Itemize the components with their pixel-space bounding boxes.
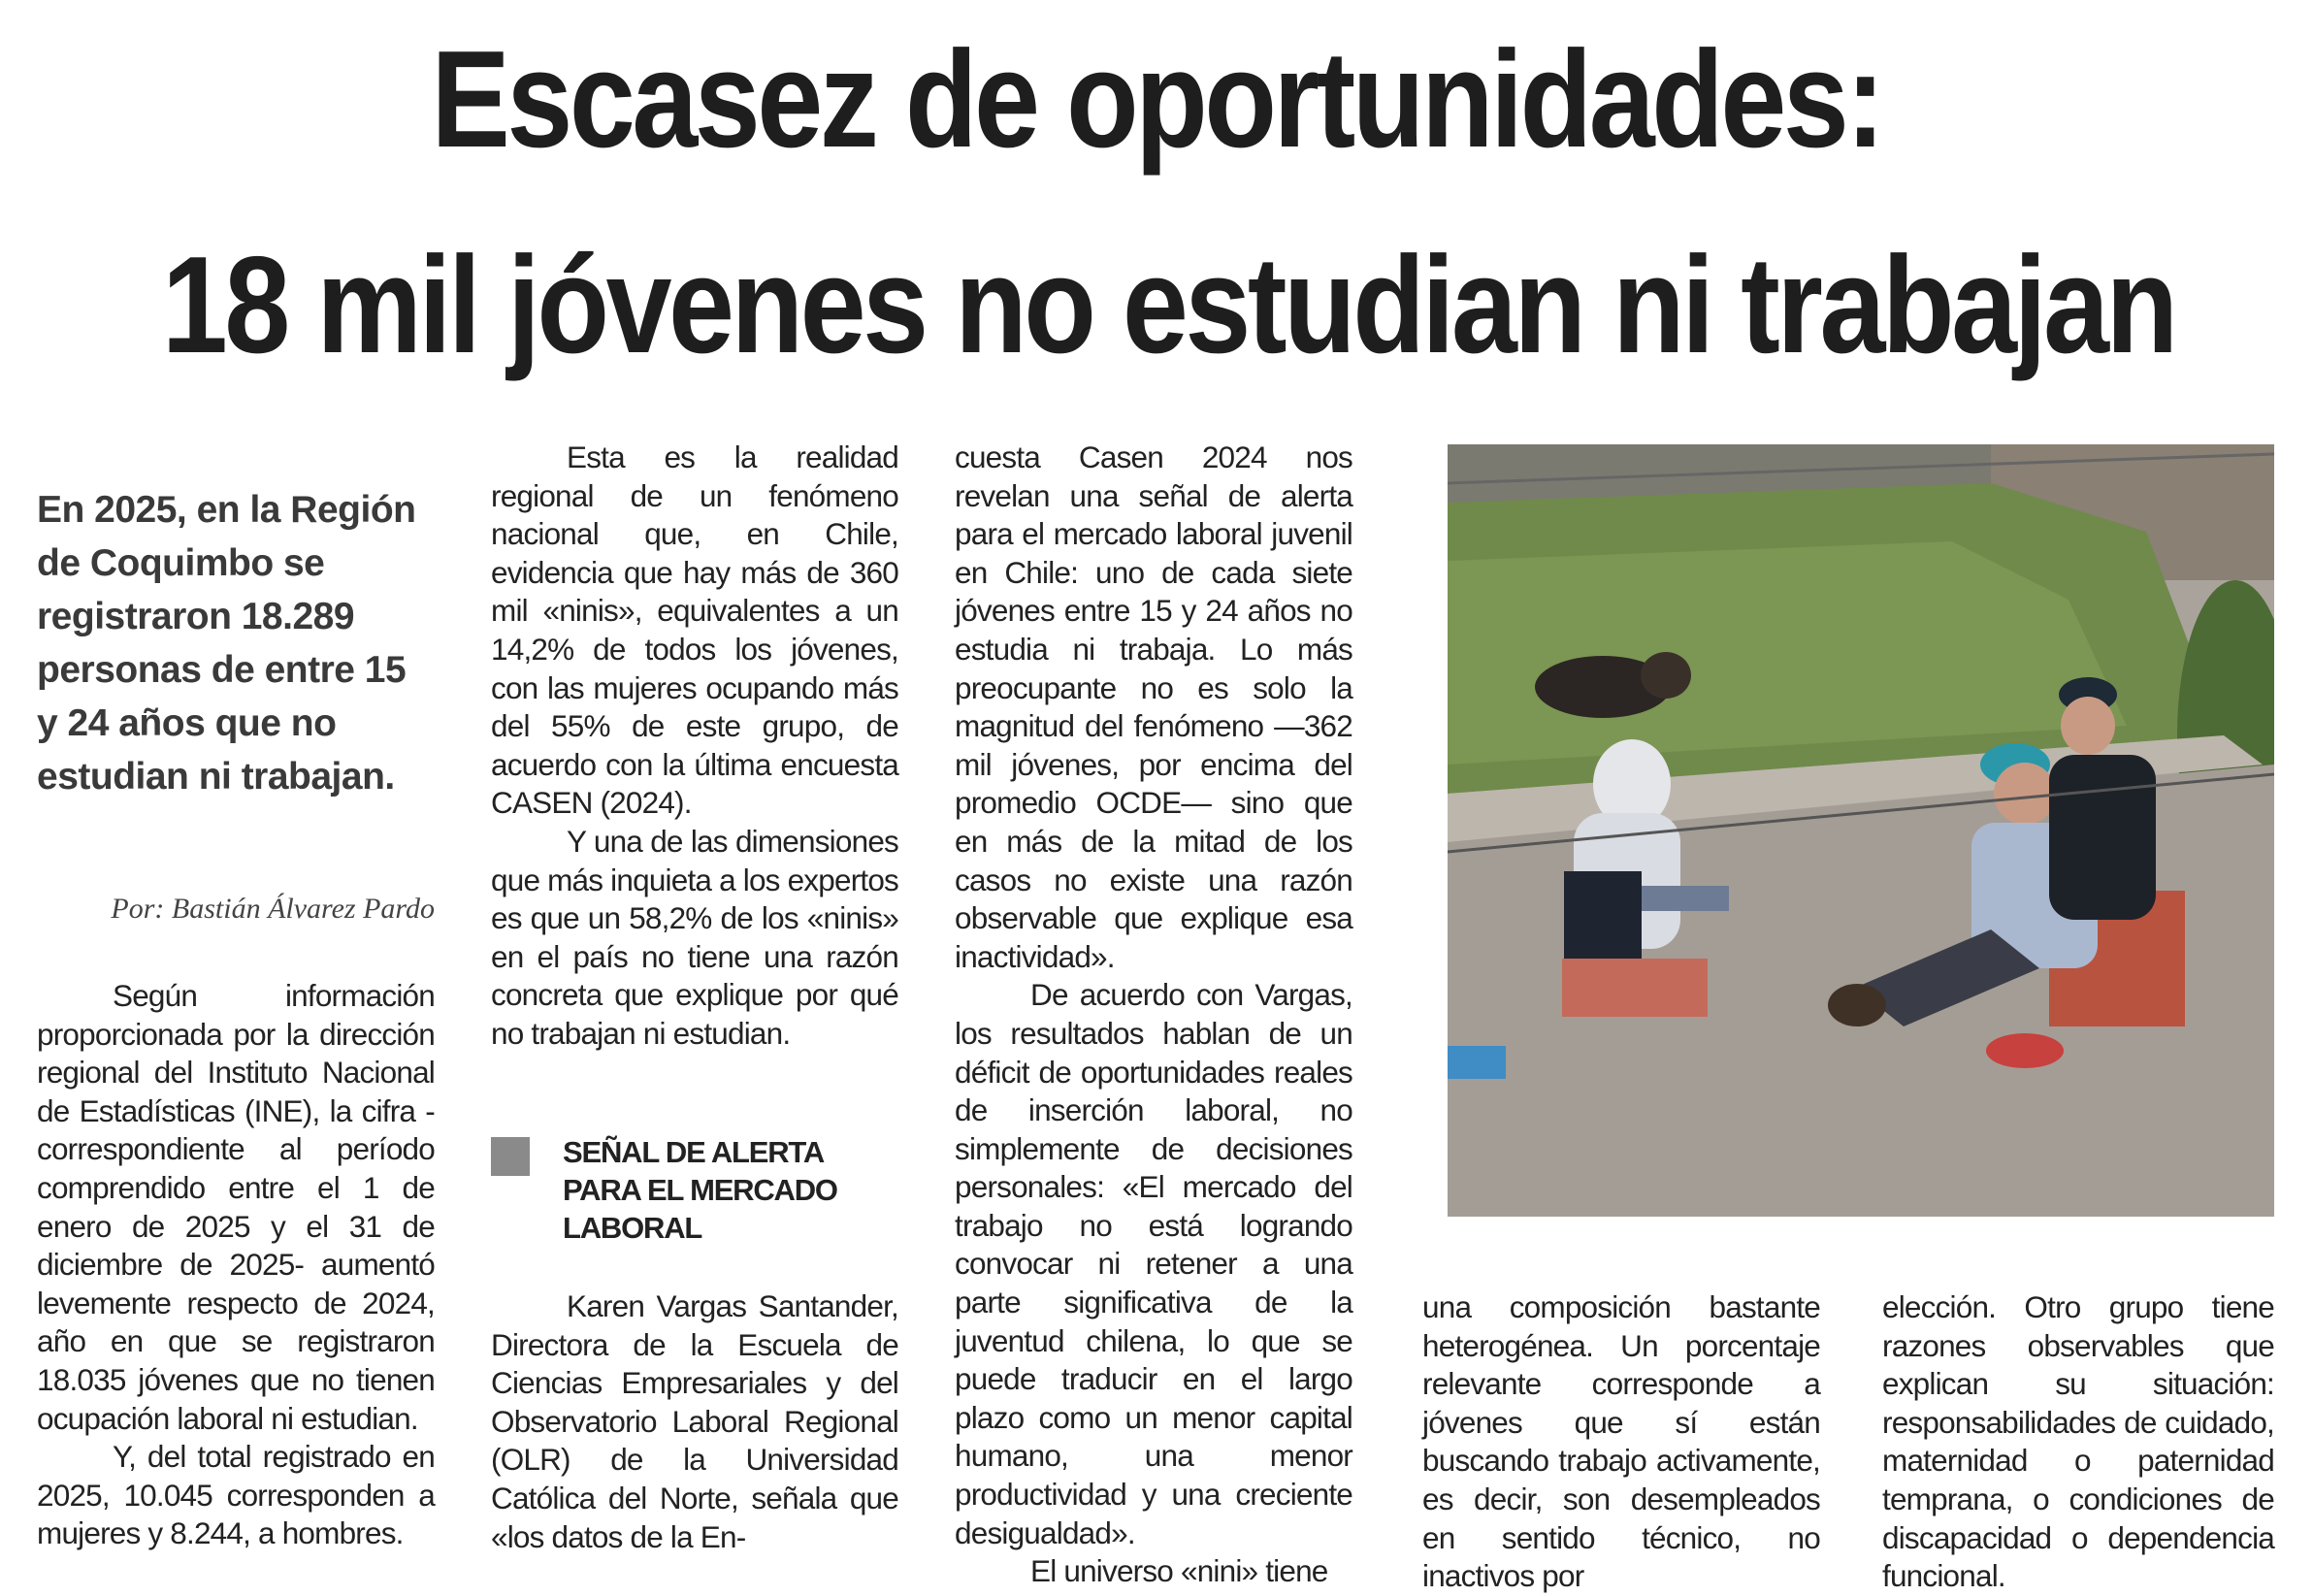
article-column-2-continued [491, 1287, 898, 1556]
article-column-4 [1422, 1288, 1820, 1596]
lead-summary: En 2025, en la Región de Coquimbo se registraron 18.289 personas de entre 15 y 24 años que no estudian ni trabajan. [37, 489, 416, 798]
subheading-marker [491, 1137, 530, 1176]
article-photo [1448, 444, 2274, 1217]
paragraph: Y una de las dimensiones que más inquieta a los expertos es que un 58,2% de los «ninis» en el país no tiene una razón concreta que explique por qué no trabajan ni estudian. [491, 823, 898, 1051]
paragraph: Esta es la realidad regional de un fenómeno nacional que, en Chile, evidencia que hay más de 360 mil «ninis», equivalentes a un 14,2% de todos los jóvenes, con las mujeres ocupando más del 55% de este grupo, de acuerdo con la última encuesta CASEN (2024). [491, 440, 898, 821]
subheading-text: SEÑAL DE ALERTA PARA EL MERCADO LABORAL [563, 1135, 837, 1245]
subheading [491, 1133, 898, 1247]
headline-line-1: Escasez de oportunidades: [431, 22, 1882, 177]
paragraph: De acuerdo con Vargas, los resultados hablan de un déficit de oportunidades reales de inserción laboral, no simplemente de decisiones personales: «El mercado del trabajo no está logrando convocar ni retener a una parte significativa de la juventud chilena, lo que se puede traducir en el largo plazo como un menor capital humano, una menor productividad y una creciente desigualdad». [955, 977, 1352, 1550]
article-column-1 [37, 977, 435, 1553]
paragraph: una composición bastante heterogénea. Un porcentaje relevante corresponde a jóvenes que sí están buscando trabajo activamente, es decir, son desempleados en sentido técnico, no inactivos por [1422, 1289, 1820, 1594]
article-column-5 [1882, 1288, 2274, 1596]
paragraph: Y, del total registrado en 2025, 10.045 corresponden a mujeres y 8.244, a hombres. [37, 1439, 435, 1551]
photo-illustration [1448, 444, 2274, 1217]
paragraph: elección. Otro grupo tiene razones observables que explican su situación: responsabilidades de cuidado, maternidad o paternidad temprana, o condiciones de discapacidad o dependencia funcional. [1882, 1289, 2274, 1594]
byline: Por: Bastián Álvarez Pardo [111, 893, 435, 925]
paragraph: Karen Vargas Santander, Directora de la Escuela de Ciencias Empresariales y del Observatorio Laboral Regional (OLR) de la Universidad Católica del Norte, señala que «los datos de la En- [491, 1288, 898, 1554]
headline-line-2: 18 mil jóvenes no estudian ni trabajan [161, 228, 2175, 382]
paragraph: Según información proporcionada por la dirección regional del Instituto Nacional de Estadísticas (INE), la cifra -correspondiente al período comprendido entre el 1 de enero de 2025 y el 31 de diciembre de 2025- aumentó levemente respecto de 2024, año en que se registraron 18.035 jóvenes que no tienen ocupación laboral ni estudian. [37, 978, 435, 1436]
paragraph: cuesta Casen 2024 nos revelan una señal de alerta para el mercado laboral juvenil en Chile: uno de cada siete jóvenes entre 15 y 24 años no estudia ni trabaja. Lo más preocupante no es solo la magnitud del fenómeno —362 mil jóvenes, por encima del promedio OCDE— sino que en más de la mitad de los casos no existe una razón observable que explique esa inactividad». [955, 440, 1352, 974]
article-column-3 [955, 439, 1352, 1591]
article-column-2 [491, 439, 898, 1054]
paragraph: El universo «nini» tiene [1030, 1553, 1328, 1589]
